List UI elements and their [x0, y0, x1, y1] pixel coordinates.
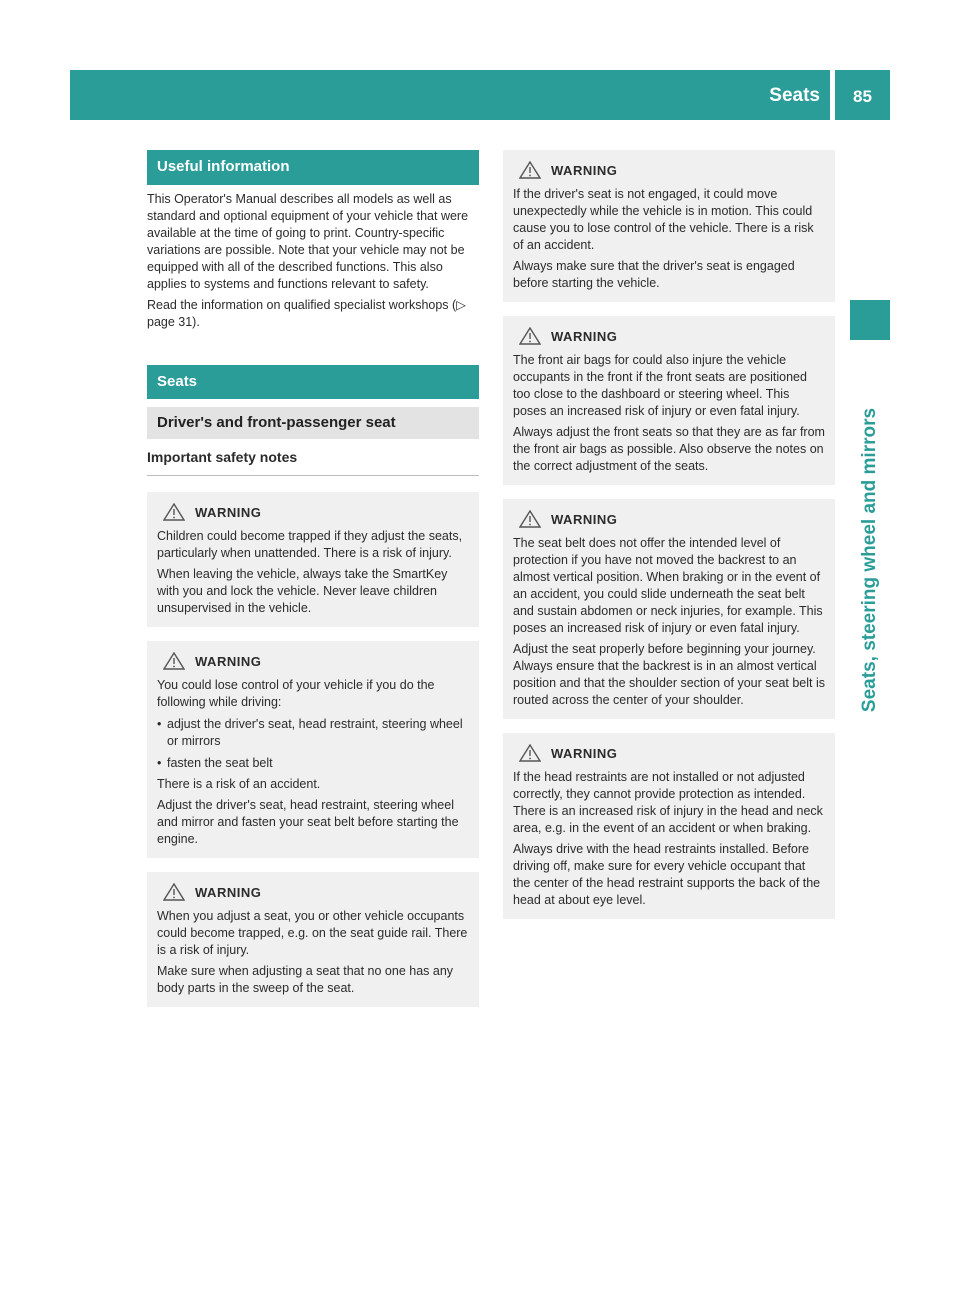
warning-text: If the head restraints are not installed or not adjusted correctly, they cannot provide protection as intended. There is an increased risk of injury in the head and neck area, e.g. in the event of an accident or when braking. [513, 770, 823, 835]
list-item: • adjust the driver's seat, head restraint, steering wheel or mirrors [157, 716, 469, 750]
side-tab [852, 350, 888, 770]
warning-triangle-icon [519, 327, 541, 345]
warning-text: Always adjust the front seats so that they are as far from the front air bags as possible. Also observe the notes on the correct adjustment of the seats. [513, 425, 825, 473]
safety-notes-heading: Important safety notes [147, 449, 479, 476]
page-number: 85 [853, 87, 872, 106]
warning-triangle-icon [519, 161, 541, 179]
warning-label: WARNING [551, 328, 618, 344]
warning-text: Children could become trapped if they adjust the seats, particularly when unattended. There is a risk of injury. [157, 529, 463, 560]
list-item-text: fasten the seat belt [167, 756, 273, 770]
warning-label: WARNING [195, 884, 262, 900]
page-title: Seats [769, 85, 820, 106]
warning-label: WARNING [195, 504, 262, 520]
warning-box [503, 316, 835, 485]
warning-triangle-icon [163, 652, 185, 670]
useful-info-title: Useful information [147, 150, 479, 185]
warning-text: The seat belt does not offer the intended level of protection if you have not moved the backrest to an almost vertical position. When braking or in the event of an accident, you could slide underneath the seat belt and sustain abdomen or neck injuries, for example. This poses an increased risk of injury or even fatal injury. [513, 536, 823, 635]
warning-text: Always make sure that the driver's seat is engaged before starting the vehicle. [513, 259, 795, 290]
warning-box [503, 733, 835, 919]
warning-text: When you adjust a seat, you or other vehicle occupants could become trapped, e.g. on the seat guide rail. There is a risk of injury. [157, 909, 468, 957]
list-item-text: adjust the driver's seat, head restraint, steering wheel or mirrors [167, 717, 463, 748]
workshops-reference: Read the information on qualified specialist workshops (▷ page 31). [147, 298, 466, 329]
warning-box [503, 150, 835, 302]
warning-box [147, 492, 479, 627]
left-column [147, 150, 479, 1007]
subsection-title: Driver's and front-passenger seat [147, 407, 479, 439]
side-tab-marker [850, 300, 890, 340]
warning-label: WARNING [551, 745, 618, 761]
section-title-seats: Seats [147, 365, 479, 399]
warning-text: There is a risk of an accident. [157, 777, 321, 791]
warning-box [503, 499, 835, 719]
warning-triangle-icon [163, 883, 185, 901]
list-item: • fasten the seat belt [157, 756, 273, 770]
warning-triangle-icon [519, 744, 541, 762]
warning-text: If the driver's seat is not engaged, it could move unexpectedly while the vehicle is in motion. This could cause you to lose control of the vehicle. There is a risk of an accident. [513, 187, 814, 252]
right-column [503, 150, 835, 919]
warning-text: The front air bags for could also injure the vehicle occupants in the front if the front seats are positioned too close to the dashboard or steering wheel. This poses an increased risk of injury or even fatal injury. [513, 353, 807, 418]
warning-text: Make sure when adjusting a seat that no one has any body parts in the sweep of the seat. [157, 964, 454, 995]
warning-text: You could lose control of your vehicle if you do the following while driving: [157, 678, 435, 709]
warning-triangle-icon [163, 503, 185, 521]
warning-triangle-icon [519, 510, 541, 528]
side-tab-label: Seats, steering wheel and mirrors [859, 407, 880, 713]
useful-info-paragraph: This Operator's Manual describes all models as well as standard and optional equipment of your vehicle that were available at the time of going to print. Country-specific variations are possible. Note that your vehicle may not be equipped with all of the described functions. This also applies to systems and functions relevant to safety. [147, 192, 469, 291]
header-bar [70, 70, 830, 120]
warning-text: Adjust the driver's seat, head restraint, steering wheel and mirror and fasten your seat belt before starting the engine. [157, 798, 459, 846]
warning-text: Always drive with the head restraints installed. Before driving off, make sure for every vehicle occupant that the center of the head restraint supports the back of the head at about eye level. [513, 842, 821, 907]
warning-box [147, 641, 479, 858]
warning-text: Adjust the seat properly before beginning your journey. Always ensure that the backrest is in an almost vertical position and that the shoulder section of your seat belt is routed across the center of your shoulder. [513, 642, 825, 707]
warning-label: WARNING [551, 162, 618, 178]
warning-label: WARNING [195, 653, 262, 669]
warning-text: When leaving the vehicle, always take the SmartKey with you and lock the vehicle. Never leave children unsupervised in the vehicle. [157, 567, 448, 615]
warning-box [147, 872, 479, 1007]
warning-label: WARNING [551, 511, 618, 527]
